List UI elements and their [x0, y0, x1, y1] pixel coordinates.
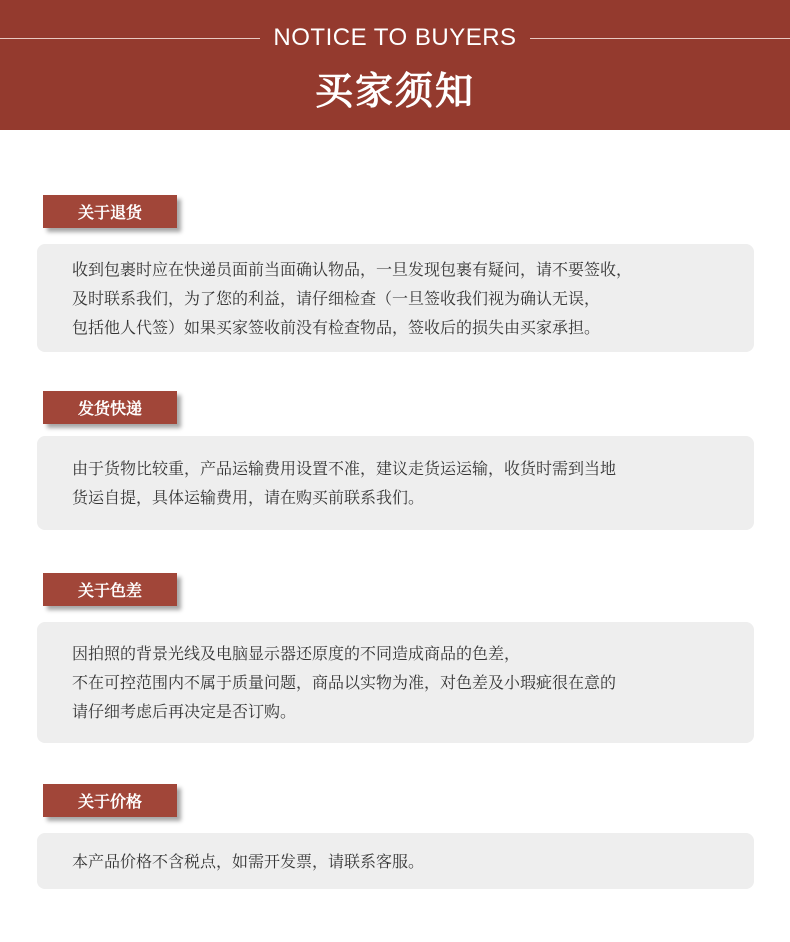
section-tag-price: 关于价格	[43, 784, 177, 817]
notice-header	[0, 0, 790, 130]
section-text-line: 由于货物比较重，产品运输费用设置不准，建议走货运运输，收货时需到当地	[72, 459, 617, 478]
header-title-cn: 买家须知	[314, 69, 475, 113]
section-tag-color-difference: 关于色差	[43, 573, 177, 606]
section-box-color-difference	[37, 622, 754, 743]
section-tag-returns: 关于退货	[43, 195, 177, 228]
section-text-line: 因拍照的背景光线及电脑显示器还原度的不同造成商品的色差，	[72, 644, 521, 663]
section-text-line: 包括他人代签）如果买家签收前没有检查物品，签收后的损失由买家承担。	[72, 317, 601, 337]
section-text-line: 本产品价格不含税点，如需开发票，请联系客服。	[72, 851, 425, 871]
section-text-line: 及时联系我们，为了您的利益，请仔细检查（一旦签收我们视为确认无误，	[72, 288, 601, 308]
section-text-line: 请仔细考虑后再决定是否订购。	[72, 702, 297, 721]
section-box-price	[37, 833, 754, 889]
section-text-line: 不在可控范围内不属于质量问题，商品以实物为准，对色差及小瑕疵很在意的	[72, 673, 617, 692]
header-title-en: NOTICE TO BUYERS	[273, 24, 517, 51]
section-tag-shipping: 发货快递	[43, 391, 177, 424]
section-box-shipping	[37, 436, 754, 530]
section-box-returns	[37, 244, 754, 352]
section-text-line: 货运自提，具体运输费用，请在购买前联系我们。	[72, 488, 425, 507]
section-text-line: 收到包裹时应在快递员面前当面确认物品，一旦发现包裹有疑问，请不要签收，	[72, 259, 633, 279]
